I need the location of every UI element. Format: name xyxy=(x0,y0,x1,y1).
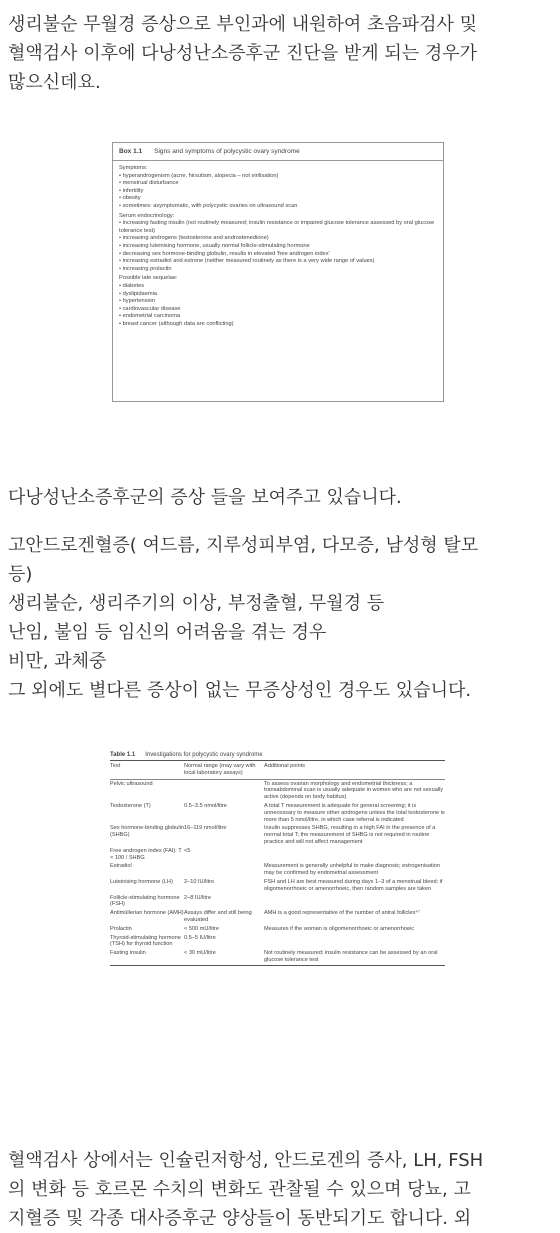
table-row xyxy=(110,949,445,965)
table-cell: < 500 mU/litre xyxy=(184,925,219,932)
table-cell: 2–8 IU/litre xyxy=(184,894,212,901)
intro-paragraph xyxy=(8,10,556,97)
box-list-item: • dyslipidaemia xyxy=(119,290,158,297)
box-list-item: • increasing fasting insulin (not routinely measured; insulin resistance or impaired glucose tolerance assessed by oral glucose tolerance test) xyxy=(119,220,435,234)
symptoms-summary-paragraph xyxy=(8,483,556,512)
outro-paragraph xyxy=(8,1146,556,1233)
table-cell: Prolactin xyxy=(110,925,132,932)
table-cell: < 30 mU/litre xyxy=(184,950,216,957)
table-header-cell: Additional points xyxy=(264,763,306,769)
table-row xyxy=(110,878,445,894)
intro-line: 생리불순 무월경 증상으로 부인과에 내원하여 초음파검사 및 xyxy=(8,14,478,35)
table-cell: Pelvic ultrasound xyxy=(110,780,153,787)
box-section-heading: Possible late sequelae: xyxy=(119,275,178,282)
table-row xyxy=(110,802,445,824)
table-cell: Antimüllerian hormone (AMH) xyxy=(110,910,184,917)
table-cell: FSH and LH are best measured during days 1–3 of a menstrual bleed; if oligomenorrhoeic or amenorrhoeic, then random samples are taken xyxy=(264,878,443,892)
box-list-item: • infertility xyxy=(119,187,144,194)
table-row xyxy=(110,847,445,863)
box-list-item: • hyperandrogenism (acne, hirsutism, alopecia – not virilisation) xyxy=(119,172,279,179)
table-cell: Not routinely measured; insulin resistance can be assessed by an oral glucose tolerance test xyxy=(264,950,438,963)
intro-line: 많으신데요. xyxy=(8,72,101,93)
box-list-item: • diabetes xyxy=(119,282,145,289)
table-cell: <5 xyxy=(184,847,191,854)
box-body xyxy=(113,161,443,328)
box-title: Signs and symptoms of polycystic ovary syndrome xyxy=(154,148,300,155)
box-list-item: • increasing estradiol and estrone (neither measured routinely as there is a very wide range of values) xyxy=(119,258,375,265)
outro-line: 의 변화 등 호르몬 수치의 변화도 관찰될 수 있으며 당뇨, 고 xyxy=(8,1179,471,1200)
symptom-line: 그 외에도 별다른 증상이 없는 무증상성인 경우도 있습니다. xyxy=(8,680,472,701)
table-cell: Thyroid-stimulating hormone (TSH) for thyroid function xyxy=(110,934,181,948)
symptoms-list-paragraph xyxy=(8,531,556,705)
table-body xyxy=(110,780,445,965)
symptom-line: 비만, 과체중 xyxy=(8,651,107,672)
table-cell: Estradiol xyxy=(110,863,132,870)
table-cell xyxy=(264,894,445,910)
table-header-row xyxy=(110,761,445,779)
box-list-item: • increasing luteinising hormone, usually normal follicle-stimulating hormone xyxy=(119,242,310,249)
table-cell xyxy=(184,862,264,878)
table-row xyxy=(110,862,445,878)
table-row xyxy=(110,824,445,846)
table-investigations-figure xyxy=(110,750,445,1020)
table-cell: Measures if the woman is oligomenorrhoeic or amenorrhoeic xyxy=(264,925,415,932)
table-cell: Measurement is generally unhelpful to make diagnosis; estrogenisation may be confirmed by endometrial assessment xyxy=(264,863,440,877)
table-cell: Assays differ and still being evaluated xyxy=(184,910,252,923)
table-cell: AMH is a good representative of the number of antral follicles⁴⁷ xyxy=(264,910,420,917)
table-cell: Luteinising hormone (LH) xyxy=(110,878,173,885)
table-row xyxy=(110,780,445,802)
table-cell: A total T measurement is adequate for general screening; it is unnecessary to measure other androgens unless the total testosterone is more than 5 nmol/litre, in which case referral is indicated xyxy=(264,802,445,823)
box-section-heading: Symptoms: xyxy=(119,165,148,171)
box-list-item: • decreasing sex hormone-binding globulin, results in elevated 'free androgen index' xyxy=(119,250,330,257)
table-cell: 2–10 IU/litre xyxy=(184,878,215,885)
box-list-item: • increasing androgens (testosterone and androstenedione) xyxy=(119,235,269,242)
table-row xyxy=(110,909,445,925)
table-cell: Insulin suppresses SHBG, resulting in a high FAI in the presence of a normal total T; the measurement of SHBG is not required in routine practice and will not affect management xyxy=(264,825,436,845)
table-cell: Fasting insulin xyxy=(110,950,146,957)
table-caption xyxy=(110,750,445,760)
symptom-line: 고안드로겐혈증( 여드름, 지루성피부염, 다모증, 남성형 탈모 xyxy=(8,535,479,556)
box-header xyxy=(113,143,443,161)
box-list-item: • endometrial carcinoma xyxy=(119,313,181,320)
table-cell: 0.5–5 IU/litre xyxy=(184,934,216,941)
table-cell xyxy=(184,780,264,802)
symptom-line: 생리불순, 생리주기의 이상, 부정출혈, 무월경 등 xyxy=(8,593,385,614)
box-signs-symptoms-figure xyxy=(112,142,444,402)
box-list-item: • breast cancer (although data are conflicting) xyxy=(119,320,234,327)
symptom-line: 난임, 불임 등 임신의 어려움을 겪는 경우 xyxy=(8,622,327,643)
table-row xyxy=(110,934,445,950)
table-cell: Follicle-stimulating hormone (FSH) xyxy=(110,894,180,908)
table-row xyxy=(110,894,445,910)
box-list-item: • hypertension xyxy=(119,298,156,305)
table-header-cell: Normal range (may vary with local laboratory assays) xyxy=(184,763,256,776)
table-bottom-rule xyxy=(110,965,445,966)
table-number: Table 1.1 xyxy=(110,752,136,758)
table-cell xyxy=(264,934,445,950)
box-list-item: • cardiovascular disease xyxy=(119,305,181,312)
table-cell: Free androgen index (FAI): T × 100 / SHBG xyxy=(110,847,182,861)
intro-line: 혈액검사 이후에 다낭성난소증후군 진단을 받게 되는 경우가 xyxy=(8,43,478,64)
table-cell: To assess ovarian morphology and endometrial thickness; a transabdominal scan is usually adequate in women who are not sexually active (depends on body habitus) xyxy=(264,780,444,801)
outro-line: 혈액검사 상에서는 인슐린저항성, 안드로겐의 증사, LH, FSH xyxy=(8,1150,484,1171)
table-cell: 0.5–3.5 nmol/litre xyxy=(184,802,227,809)
table-header-cell: Test xyxy=(110,763,121,769)
outro-line: 지혈증 및 각종 대사증후군 양상들이 동반되기도 합니다. 외 xyxy=(8,1208,472,1229)
box-list-item: • sometimes: asymptomatic, with polycystic ovaries on ultrasound scan xyxy=(119,202,298,209)
box-number: Box 1.1 xyxy=(119,148,143,155)
table-cell xyxy=(264,847,445,863)
table-cell: Sex hormone-binding globulin (SHBG) xyxy=(110,825,185,839)
table-title: Investigations for polycystic ovary syndrome xyxy=(145,752,263,758)
symptom-line: 등) xyxy=(8,564,33,585)
summary-line: 다낭성난소증후군의 증상 들을 보여주고 있습니다. xyxy=(8,487,402,508)
box-list-item: • increasing prolactin xyxy=(119,265,172,272)
table-cell: Testosterone (T) xyxy=(110,802,151,809)
box-list-item: • obesity xyxy=(119,195,141,202)
box-list-item: • menstrual disturbance xyxy=(119,180,179,187)
table-cell: 16–119 nmol/litre xyxy=(184,825,227,832)
table-row xyxy=(110,925,445,934)
box-section-heading: Serum endocrinology: xyxy=(119,212,175,219)
